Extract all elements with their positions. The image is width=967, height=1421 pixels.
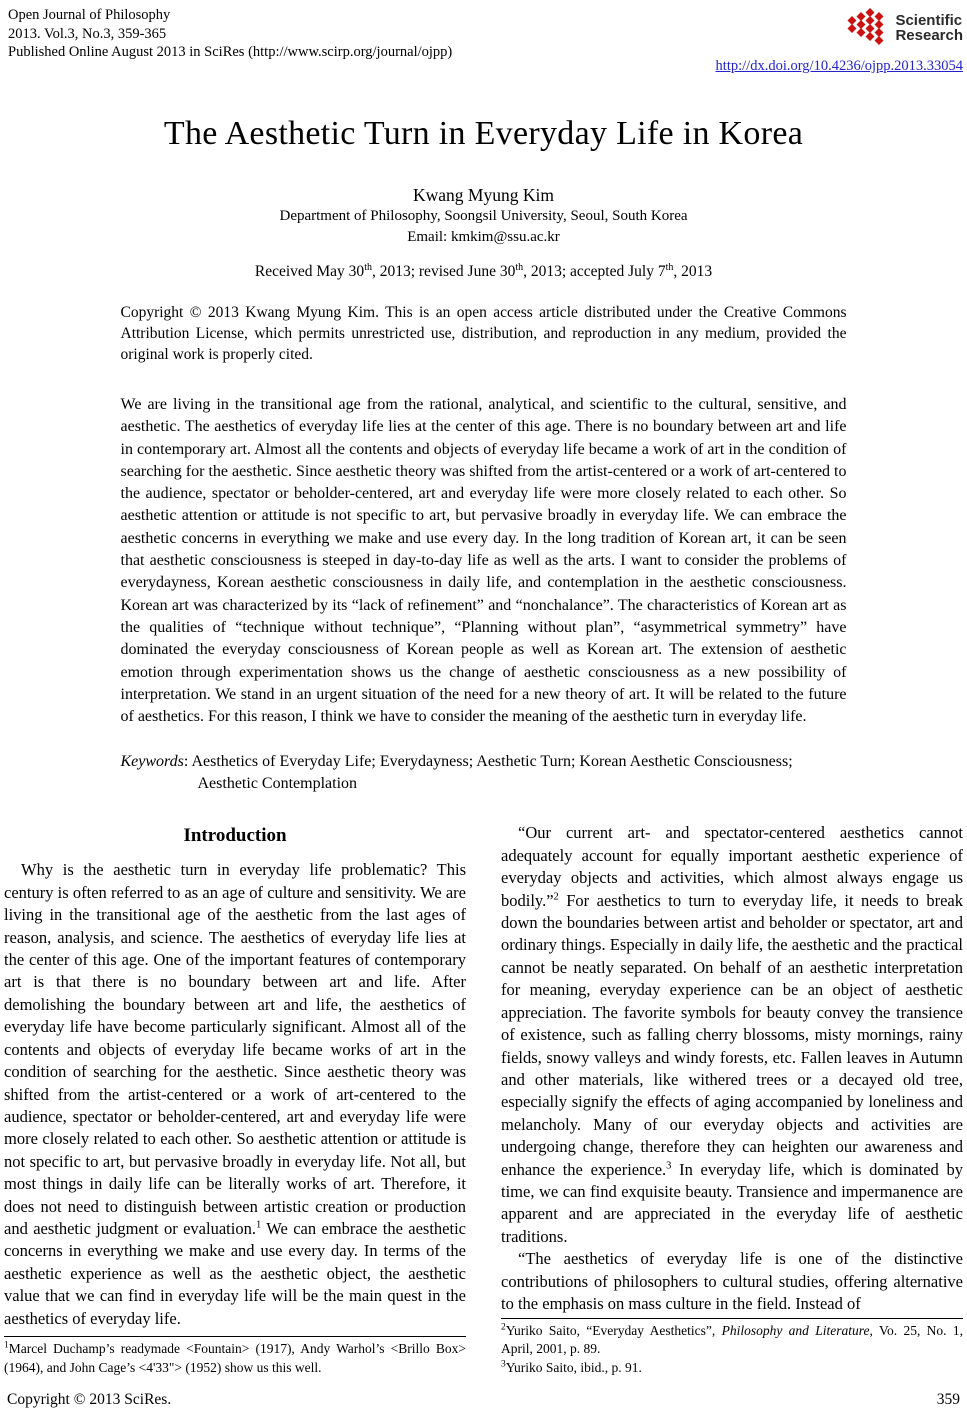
- journal-title: Open Journal of Philosophy: [8, 7, 171, 23]
- page-footer: [4, 1391, 963, 1409]
- author-affiliation: Department of Philosophy, Soongsil University, Seoul, South Korea: [279, 208, 688, 224]
- author-block: [4, 184, 963, 248]
- footnote-ref-1: 1: [255, 1219, 262, 1231]
- right-column-footnotes: [501, 1318, 963, 1378]
- introduction-heading: Introduction: [183, 825, 287, 847]
- keywords-label: Keywords: [120, 753, 184, 771]
- left-column-footnotes: [4, 1336, 466, 1377]
- doi-line: [716, 58, 963, 75]
- scirp-diamonds-icon: [844, 7, 890, 49]
- page-number: 359: [936, 1391, 960, 1408]
- journal-issue: 2013. Vol.3, No.3, 359-365: [8, 25, 167, 42]
- introduction-paragraph: Why is the aesthetic turn in everyday life problematic? This century is often referred to as an age of culture and sensitivity. We are living in the transitional age of the aesthetic from the last ages of reason, analysis, and science. The aesthetics of everyday life lies at the center of this age. One of the important features of contemporary art is that there is no boundary between art and life. After demolishing the boundary between art and life, the aesthetics of everyday life have become particularly significant. Almost all of the contents and objects of everyday life became works of art in the condition of searching for the aesthetic. Since aesthetic theory was shifted from the artist-centered or a work of art-centered to the audience, spectator or beholder-centered, art and everyday life were more closely related to each other. So aesthetic attention or attitude is not specific to art, but pervasive broadly in everyday life. Not all, but most things in daily life can be literally works of art. Therefore, it does not need to distinguish between artistic creation or production and aesthetic judgment or evaluation.$^1$ We can embrace the aesthetic concerns in everything we make and use every day. In terms of the aesthetic experience as well as the aesthetic object, the aesthetic value that we can find in everyday life will be the main quest in the aesthetics of everyday life.: [4, 860, 466, 1328]
- scientific-research-logo: [844, 7, 963, 49]
- footnote-2-journal: Philosophy and Literature: [721, 1322, 870, 1338]
- footnote-ref-3: 3: [666, 1160, 672, 1172]
- journal-published-line: Published Online August 2013 in SciRes (http://www.scirp.org/journal/ojpp): [8, 44, 453, 60]
- footnote-3: $^3$Yuriko Saito, ibid., p. 91.: [501, 1359, 642, 1375]
- header-right: [716, 6, 963, 75]
- doi-link[interactable]: http://dx.doi.org/10.4236/ojpp.2013.33054: [715, 58, 963, 74]
- footer-copyright: Copyright © 2013 SciRes.: [7, 1391, 172, 1408]
- received-line: Received May 30th, 2013; revised June 30th, 2013; accepted July 7th, 2013: [254, 261, 713, 280]
- journal-meta: [8, 6, 452, 62]
- footnote-1: $^1$Marcel Duchamp’s readymade <Fountain> (1917), Andy Warhol’s <Brillo Box> (1964), and John Cage’s <4'33"> (1952) show us this well.: [4, 1340, 466, 1375]
- right-column: [501, 822, 963, 1377]
- right-paragraph-2: “The aesthetics of everyday life is one of the distinctive contributions of philosophers to cultural studies, offering alternative to the emphasis on mass culture in the field. Instead of: [501, 1249, 963, 1313]
- footnote-ref-2: 2: [553, 891, 559, 903]
- article-body-columns: [4, 822, 963, 1377]
- abstract: We are living in the transitional age from the rational, analytical, and scientific to the cultural, sensitive, and aesthetic. The aesthetics of everyday life lies at the center of this age. There is no boundary between art and life in contemporary art. Almost all the contents and objects of everyday life became a work of art in the condition of searching for the aesthetic. Since aesthetic theory was shifted from the artist-centered or a work of art-centered to the audience, spectator or beholder-centered, art and everyday life were more closely related to each other. So aesthetic attention or attitude is not specific to art, but pervasive broadly in everyday life. We can embrace the aesthetic concerns in everything we make and use every day. In the long tradition of Korean art, it can be seen that aesthetic consciousness is steeped in day-to-day life as well as the arts. I want to consider the problems of everydayness, Korean aesthetic consciousness in daily life, and contemplation in the aesthetic consciousness. Korean art was characterized by its “lack of refinement” and “nonchalance”. The characteristics of Korean art as the qualities of “technique without technique”, “Planning without plan”, “asymmetrical symmetry” have dominated the everyday consciousness of Korean people as well as Korean art. The extension of aesthetic emotion through experimentation shows us the change of aesthetic consciousness as a new possibility of interpretation. We stand in an urgent situation of the need for a new theory of art. It will be related to the future of aesthetics. For this reason, I think we have to consider the meaning of the aesthetic turn in everyday life.: [120, 396, 847, 726]
- author-email: Email: kmkim@ssu.ac.kr: [407, 229, 560, 245]
- article-title: The Aesthetic Turn in Everyday Life in Korea: [163, 115, 804, 152]
- right-paragraph-1: “Our current art- and spectator-centered aesthetics cannot adequately account for equally important aesthetic experience of everyday objects and activities, which almost always engage us bodily.”$^2$ For aesthetics to turn to everyday life, it needs to break down the boundaries between artist and beholder or spectator, art and ordinary things. Especially in daily life, the aesthetic and the practical cannot be neatly separated. On behalf of an aesthetic interpretation for meaning, everyday experience can be an object of aesthetic appreciation. The favorite symbols for beauty convey the transience of existence, such as falling cherry blossoms, misty mornings, rainy fields, snowy valleys and windy forests, etc. Fallen leaves in Autumn and other materials, like withered trees or a decayed old tree, especially signify the effects of aging accompanied by loneliness and melancholy. Many of our everyday objects and activities are undergoing change, therefore they can heighten our awareness and enhance the experience.$^3$ In everyday life, which is dominated by time, we can find exquisite beauty. Transience and impermanence are apparent and are appreciated in the everyday life of aesthetic traditions.: [501, 823, 963, 1246]
- keywords: [121, 751, 847, 795]
- author-name: Kwang Myung Kim: [413, 185, 554, 205]
- page-header: [4, 6, 963, 75]
- footnote-2: $^2$Yuriko Saito, “Everyday Aesthetics”, Philosophy and Literature, Vo. 25, No. 1, April, 2001, p. 89.: [501, 1322, 964, 1356]
- left-column: [4, 822, 466, 1377]
- copyright-notice: Copyright © 2013 Kwang Myung Kim. This is an open access article distributed under the Creative Commons Attribution License, which permits unrestricted use, distribution, and reproduction in any medium, provided the original work is properly cited.: [120, 304, 847, 363]
- keywords-text: : Aesthetics of Everyday Life; Everydayness; Aesthetic Turn; Korean Aesthetic Consciousness; Aesthetic Contemplation: [183, 753, 793, 793]
- scientific-research-wordmark: Scientific Research: [895, 11, 963, 44]
